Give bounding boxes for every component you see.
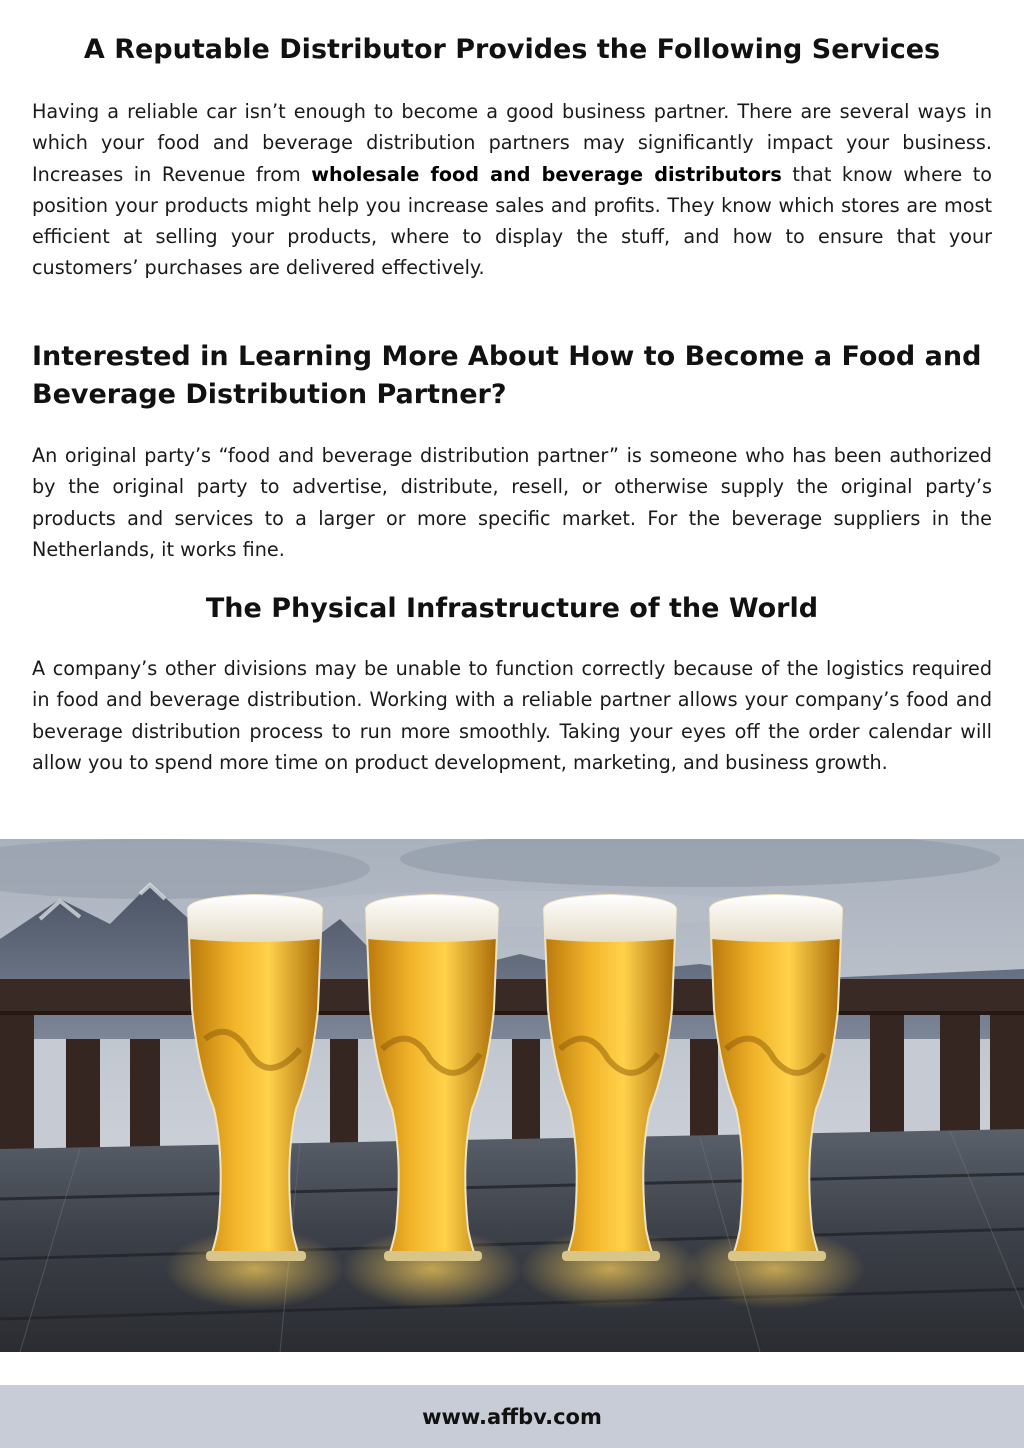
section-paragraph-infrastructure: A company’s other divisions may be unable to function correctly because of the logistics required in food and beverage distribution. Working with a reliable partner allows your company’s food and beverage distribution process to run more smoothly. Taking your eyes off the order calendar will allow you to spend more time on product development, marketing, and business growth. [32,657,992,774]
beer-glasses-photo [0,839,1024,1352]
paragraph-text: Having a reliable car isn’t enough to become a good business partner. There are several ways in which your food and beverage distribution partners may significantly impact your business. Increases in Revenue from [32,100,992,186]
section-title-partner: Interested in Learning More About How to Become a Food and Beverage Distribution Partner? [32,341,982,410]
section-title-services: A Reputable Distributor Provides the Following Services [83,34,941,65]
paragraph-text: that know where to position your products might help you increase sales and profits. They know which stores are most efficient at selling your products, where to display the stuff, and how to ensure that your customers’ purchases are delivered effectively. [32,162,992,280]
paragraph-bold-phrase: wholesale food and beverage distributors [311,162,782,186]
footer-website-link[interactable]: www.affbv.com [422,1404,602,1429]
section-paragraph-partner: An original party’s “food and beverage distribution partner” is someone who has been authorized by the original party to advertise, distribute, resell, or otherwise supply the original party’s products and services to a larger or more specific market. For the beverage suppliers in the Netherlands, it works fine. [32,444,992,561]
section-paragraph-services [32,96,992,284]
section-title-infrastructure: The Physical Infrastructure of the World [205,593,819,624]
footer-bar [0,1385,1024,1448]
